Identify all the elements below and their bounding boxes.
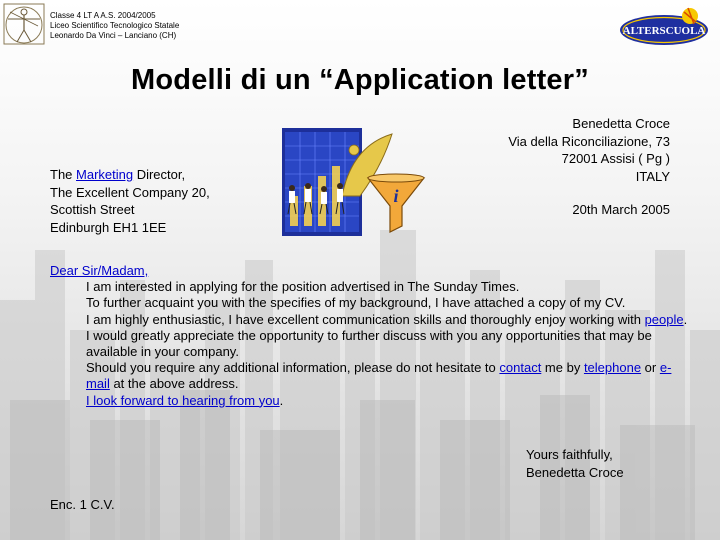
page-title: Modelli di un “Application letter” — [131, 64, 589, 96]
vitruvian-man-icon — [2, 2, 46, 46]
school-location-line: Leonardo Da Vinci – Lanciano (CH) — [50, 31, 177, 40]
alterscuola-logo — [618, 4, 714, 48]
look-forward-link[interactable]: I look forward to hearing from you — [86, 392, 280, 408]
telephone-link[interactable]: telephone — [583, 360, 642, 376]
sender-name: Benedetta Croce — [572, 116, 670, 131]
email-link[interactable]: e-mail — [86, 360, 672, 392]
paragraph-2: To further acquaint you with the specifies of my background, I have attached a copy of my CV. — [86, 295, 626, 311]
recipient-address — [50, 166, 210, 236]
business-clipart-icon — [282, 126, 426, 240]
paragraph-1: I am interested in applying for the position advertised in The Sunday Times. — [86, 279, 520, 295]
paragraph-4: I would greatly appreciate the opportunity to further discuss with you any opportunities that may be available in your company. — [86, 327, 652, 360]
marketing-link[interactable]: Marketing — [76, 167, 134, 182]
paragraph-3-end: . — [683, 311, 688, 327]
recipient-line-1-post: Director, — [133, 167, 186, 182]
sender-country: ITALY — [635, 168, 670, 184]
paragraph-6 — [50, 393, 690, 409]
enclosure-note: Enc. 1 C.V. — [50, 497, 115, 512]
letter-date: 20th March 2005 — [572, 202, 670, 217]
letter-body — [50, 263, 690, 409]
sender-address — [508, 115, 670, 219]
contact-link[interactable]: contact — [499, 360, 542, 376]
paragraph-5-end: at the above address. — [109, 376, 239, 392]
paragraph-6-end: . — [279, 392, 284, 408]
school-class-line: Classe 4 LT A A.S. 2004/2005 — [50, 11, 156, 20]
logo-graphic — [618, 4, 714, 48]
sender-street: Via della Riconciliazione, 73 — [508, 133, 670, 149]
letter-closing — [526, 446, 624, 482]
school-name-line: Liceo Scientifico Tecnologico Statale — [50, 21, 180, 30]
recipient-line-2: The Excellent Company 20, — [50, 184, 210, 200]
school-header — [50, 11, 179, 41]
paragraph-5-mid-1: me by — [541, 360, 584, 376]
sender-city: 72001 Assisi ( Pg ) — [561, 151, 670, 166]
paragraph-3 — [50, 312, 690, 328]
closing-phrase: Yours faithfully, — [526, 447, 613, 462]
closing-signature: Benedetta Croce — [526, 465, 624, 480]
recipient-line-3: Scottish Street — [50, 202, 135, 217]
svg-text:i: i — [393, 186, 399, 206]
logo-text: ALTERSCUOLA — [622, 25, 706, 37]
salutation-link[interactable]: Dear Sir/Madam, — [50, 263, 149, 278]
recipient-line-1 — [50, 166, 210, 184]
people-link[interactable]: people — [644, 311, 684, 327]
recipient-line-1-pre: The — [50, 167, 77, 182]
paragraph-3-text: I am highly enthusiastic, I have excellent communication skills and thoroughly enjoy working with — [86, 311, 645, 327]
paragraph-5-mid-2: or — [641, 360, 660, 376]
paragraph-5 — [50, 360, 690, 392]
paragraph-5-text: Should you require any additional information, please do not hesitate to — [86, 360, 500, 376]
recipient-line-4: Edinburgh EH1 1EE — [50, 219, 167, 235]
